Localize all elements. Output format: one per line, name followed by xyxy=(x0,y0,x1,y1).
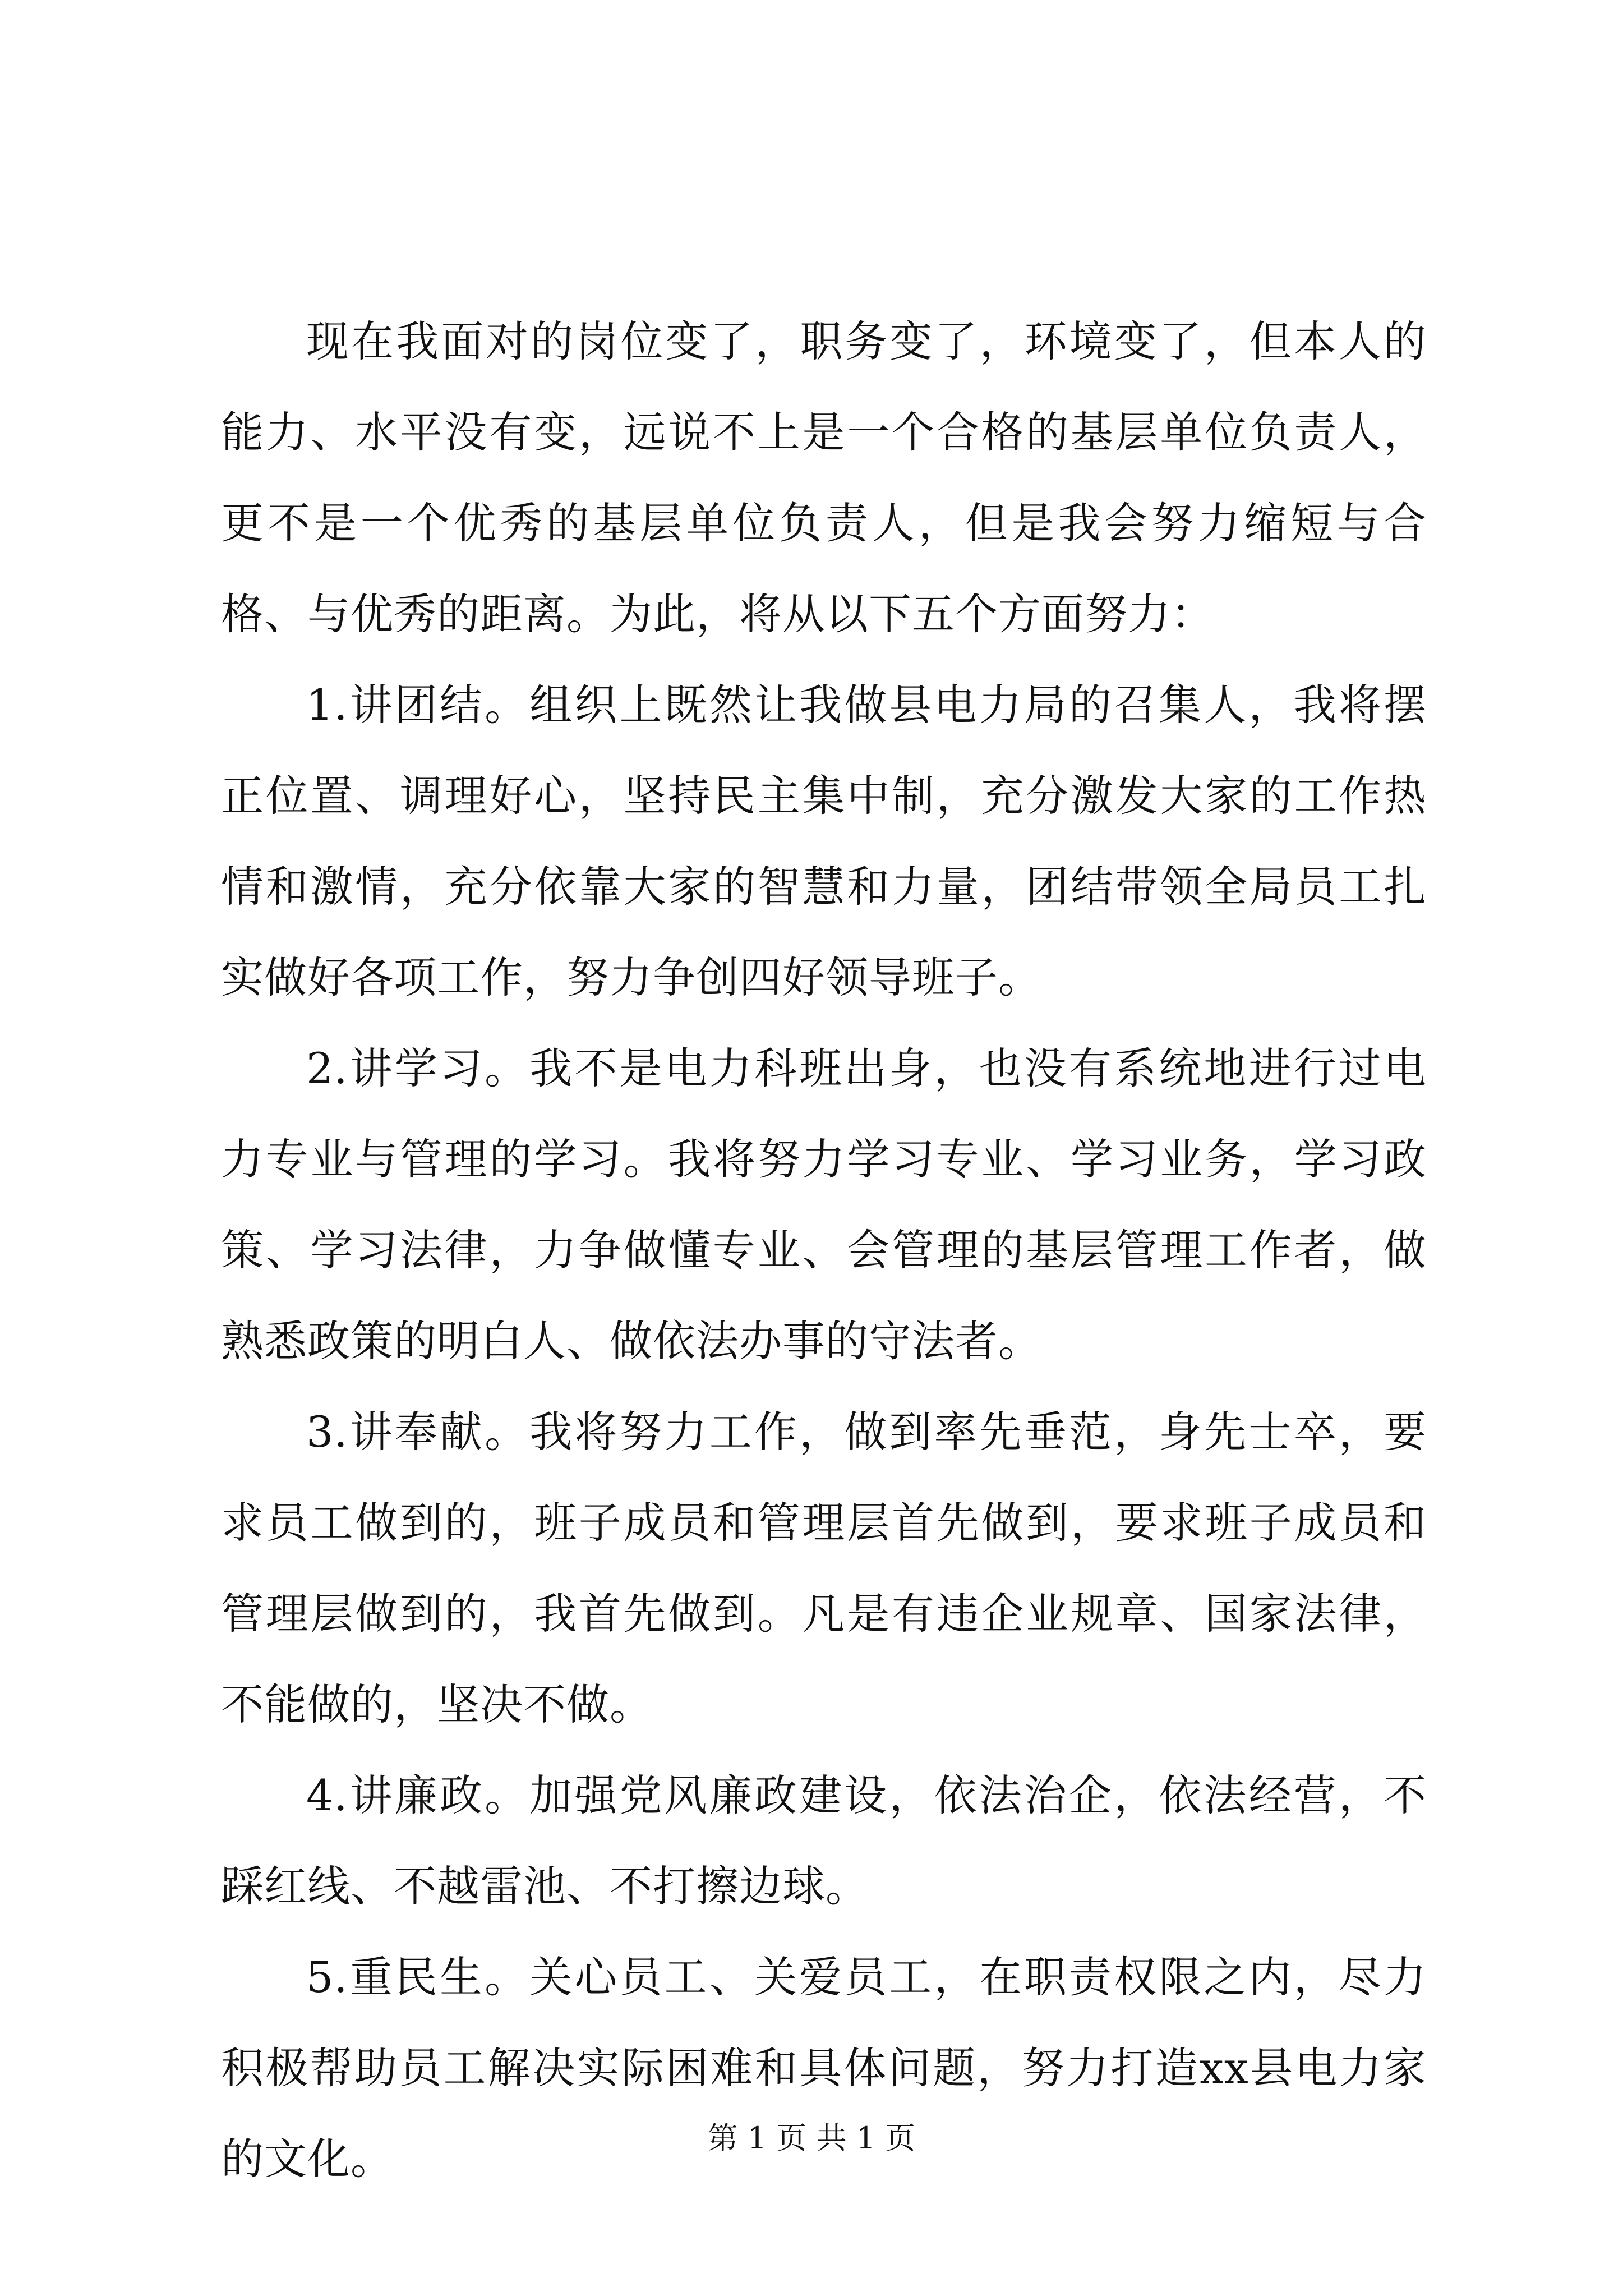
page-number-footer: 第 1 页 共 1 页 xyxy=(707,2120,916,2156)
paragraph-integrity: 4.讲廉政。加强党风廉政建设，依法治企，依法经营，不踩红线、不越雷池、不打擦边球。 xyxy=(221,1770,1427,1911)
paragraph-study: 2.讲学习。我不是电力科班出身，也没有系统地进行过电力专业与管理的学习。我将努力学习专业、学习业务，学习政策、学习法律，力争做懂专业、会管理的基层管理工作者，做熟悉政策的明白人、做依法办事的守法者。 xyxy=(221,1043,1427,1366)
paragraph-dedication: 3.讲奉献。我将努力工作，做到率先垂范，身先士卒，要求员工做到的，班子成员和管理层首先做到，要求班子成员和管理层做到的，我首先做到。凡是有违企业规章、国家法律，不能做的，坚决不做。 xyxy=(221,1407,1427,1729)
paragraph-livelihood: 5.重民生。关心员工、关爱员工，在职责权限之内，尽力积极帮助员工解决实际困难和具体问题，努力打造xx县电力家的文化。 xyxy=(221,1952,1427,2184)
document-body xyxy=(221,296,1427,2205)
paragraph-intro: 现在我面对的岗位变了，职务变了，环境变了，但本人的能力、水平没有变，远说不上是一个合格的基层单位负责人，更不是一个优秀的基层单位负责人，但是我会努力缩短与合格、与优秀的距离。为此，将从以下五个方面努力： xyxy=(221,316,1427,639)
paragraph-unity: 1.讲团结。组织上既然让我做县电力局的召集人，我将摆正位置、调理好心，坚持民主集中制，充分激发大家的工作热情和激情，充分依靠大家的智慧和力量，团结带领全局员工扎实做好各项工作，努力争创四好领导班子。 xyxy=(221,680,1427,1002)
